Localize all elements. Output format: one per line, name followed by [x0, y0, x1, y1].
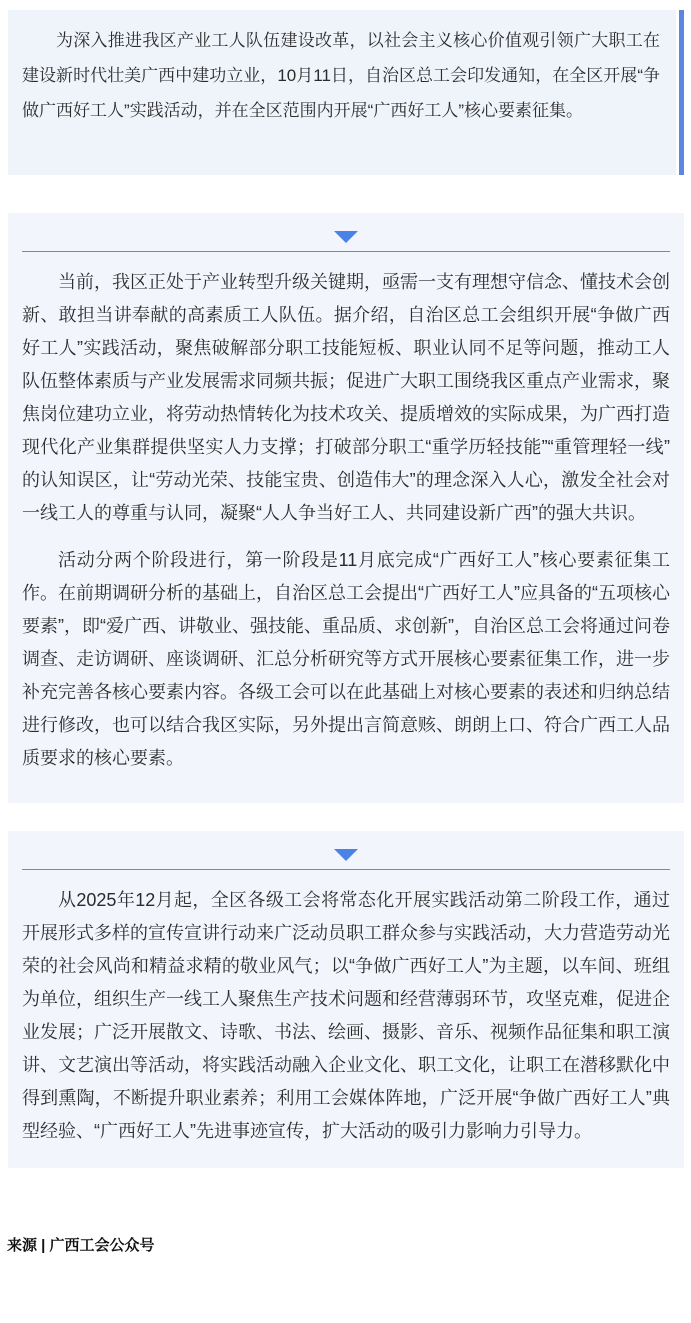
paragraph: 活动分两个阶段进行，第一阶段是11月底完成“广西好工人”核心要素征集工作。在前期调研分析的基础上，自治区总工会提出“广西好工人”应具备的“五项核心要素”，即“爱广西、讲敬业、强技能、重品质、求创新”，自治区总工会将通过问卷调查、走访调研、座谈调研、汇总分析研究等方式开展核心要素征集工作，进一步补充完善各核心要素内容。各级工会可以在此基础上对核心要素的表述和归纳总结进行修改，也可以结合我区实际，另外提出言简意赅、朗朗上口、符合广西工人品质要求的核心要素。 — [22, 550, 670, 768]
divider-triangle-icon — [334, 231, 358, 243]
paragraph: 从2025年12月起，全区各级工会将常态化开展实践活动第二阶段工作，通过开展形式多样的宣传宣讲行动来广泛动员职工群众参与实践活动，大力营造劳动光荣的社会风尚和精益求精的敬业风气；以“争做广西好工人”为主题，以车间、班组为单位，组织生产一线工人聚焦生产技术问题和经营薄弱环节，攻坚克难，促进企业发展；广泛开展散文、诗歌、书法、绘画、摄影、音乐、视频作品征集和职工演讲、文艺演出等活动，将实践活动融入企业文化、职工文化，让职工在潜移默化中得到熏陶，不断提升职业素养；利用工会媒体阵地，广泛开展“争做广西好工人”典型经验、“广西好工人”先进事迹宣传，扩大活动的吸引力影响力引导力。 — [22, 890, 670, 1141]
divider-triangle-icon — [334, 849, 358, 861]
source-line: 来源 | 广西工会公众号 — [7, 1237, 155, 1254]
intro-paragraph: 为深入推进我区产业工人队伍建设改革，以社会主义核心价值观引领广大职工在建设新时代壮美广西中建功立业，10月11日，自治区总工会印发通知，在全区开展“争做广西好工人”实践活动，并在全区范围内开展“广西好工人”核心要素征集。 — [22, 31, 660, 120]
intro-quote-background — [8, 10, 676, 175]
body-section-2 — [8, 831, 684, 1168]
divider-rule — [22, 251, 670, 252]
quote-accent-bar — [679, 10, 684, 175]
intro-quote-box — [8, 10, 676, 175]
divider-rule — [22, 869, 670, 870]
paragraph: 当前，我区正处于产业转型升级关键期，亟需一支有理想守信念、懂技术会创新、敢担当讲奉献的高素质工人队伍。据介绍，自治区总工会组织开展“争做广西好工人”实践活动，聚焦破解部分职工技能短板、职业认同不足等问题，推动工人队伍整体素质与产业发展需求同频共振；促进广大职工围绕我区重点产业需求，聚焦岗位建功立业，将劳动热情转化为技术攻关、提质增效的实际成果，为广西打造现代化产业集群提供坚实人力支撑；打破部分职工“重学历轻技能”“重管理轻一线”的认知误区，让“劳动光荣、技能宝贵、创造伟大”的理念深入人心，激发全社会对一线工人的尊重与认同，凝聚“人人争当好工人、共同建设新广西”的强大共识。 — [22, 272, 670, 523]
body-section-1 — [8, 213, 684, 803]
